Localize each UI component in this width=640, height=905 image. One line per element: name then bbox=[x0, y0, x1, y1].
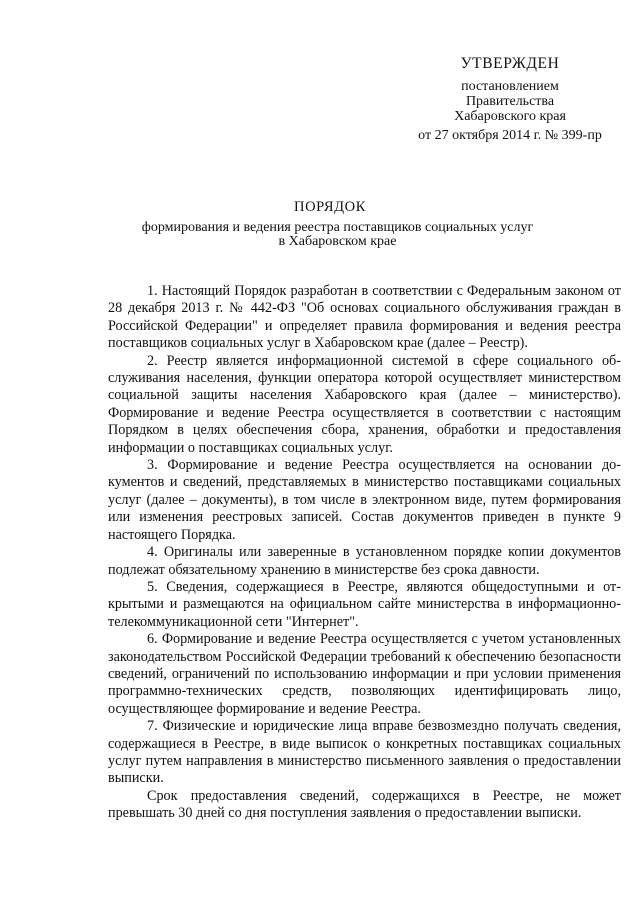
approval-line-3: Хабаровского края bbox=[454, 109, 566, 124]
approval-block bbox=[396, 56, 624, 143]
document-subtitle-line-1: формирования и ведения реестра поставщиков социальных услуг bbox=[141, 220, 534, 235]
document-body bbox=[108, 283, 621, 823]
approval-line-1: постановлением bbox=[461, 79, 559, 94]
paragraph-3: 3. Формирование и ведение Реестра осуществляется на основании документов и сведений, представляемых в министерство поставщиками социальных услуг (далее – документы), в том числе в электронном виде, путем формирования или изменения реестровых записей. Состав документов приведен в пункте 9 настоящего Порядка. bbox=[108, 457, 621, 543]
paragraph-1: 1. Настоящий Порядок разработан в соответствии с Федеральным законом от 28 декабря 2013 г. № 442-ФЗ "Об основах социального обслуживания граждан в Российской Федерации" и определяет правила формирования и ведения реестра поставщиков социальных услуг в Хабаровском крае (далее – Реестр). bbox=[108, 283, 621, 352]
document-subtitle bbox=[110, 221, 565, 249]
paragraph-7: 7. Физические и юридические лица вправе безвозмездно получать сведения, содержащиеся в Реестре, в виде выписок о конкретных поставщиках социальных услуг путем направления в министерство письменного заявления о предоставлении выписки. bbox=[108, 718, 621, 787]
document-subtitle-line-2: в Хабаровском крае bbox=[278, 234, 397, 249]
approval-date: от 27 октября 2014 г. № 399-пр bbox=[418, 128, 602, 143]
approval-line-2: Правительства bbox=[465, 94, 555, 109]
paragraph-8: Срок предоставления сведений, содержащихся в Реестре, не может превышать 30 дней со дня поступления заявления о предоставлении выписки. bbox=[108, 787, 621, 822]
paragraph-5: 5. Сведения, содержащиеся в Реестре, являются общедоступными и открытыми и размещаются на официальном сайте министерства в информационно-телекоммуникационной сети "Интернет". bbox=[108, 578, 621, 630]
paragraph-6: 6. Формирование и ведение Реестра осуществляется с учетом установленных законодательством Российской Федерации требований к обеспечению безопасности сведений, ограничений по использованию информации и при условии применения программно-технических средств, позволяющих идентифицировать лицо, осуществляющее формирование и ведение Реестра. bbox=[108, 631, 621, 717]
document-title: ПОРЯДОК bbox=[294, 199, 366, 215]
paragraph-4: 4. Оригиналы или заверенные в установленном порядке копии документов подлежат обязательному хранению в министерстве без срока давности. bbox=[108, 544, 621, 578]
paragraph-2: 2. Реестр является информационной системой в сфере социального обслуживания населения, функции оператора которой осуществляет министерством социальной защиты населения Хабаровского края (далее – министерство). Формирование и ведение Реестра осуществляется в соответствии с настоящим Порядком в целях обеспечения сбора, хранения, обработки и предоставления информации о поставщиках социальных услуг. bbox=[108, 352, 621, 456]
approval-title: УТВЕРЖДЕН bbox=[460, 55, 560, 72]
